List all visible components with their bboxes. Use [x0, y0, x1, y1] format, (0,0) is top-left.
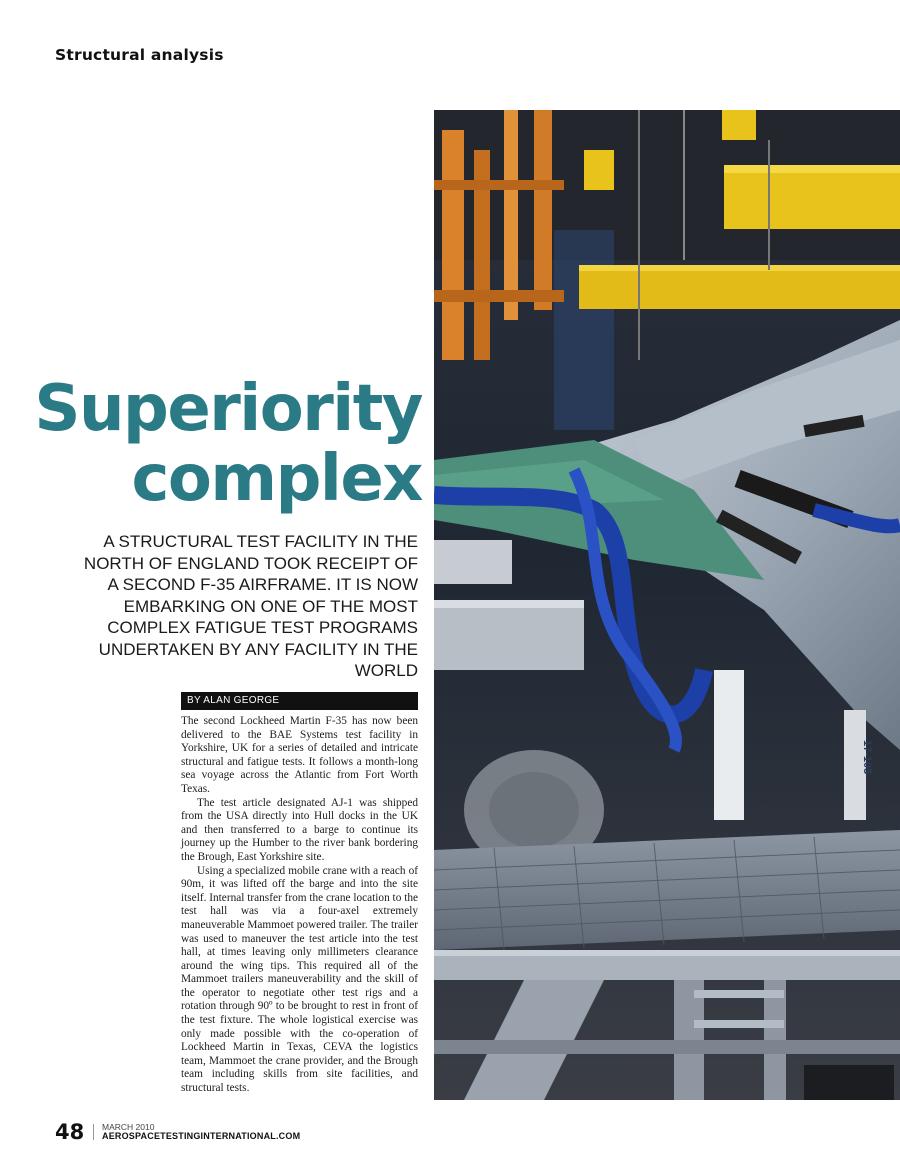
paragraph: Using a specialized mobile crane with a reach of 90m, it was lifted off the barge and into the site itself. Internal transfer from the crane location to the test hall was via a four-axel extremely maneuverable Mammoet powered trailer. The trailer was used to maneuver the test article into the test hall, at times leaving only millimeters clearance around the wing tips. This required all of the Mammoet trailers maneuverability and the skill of the operator to negotiate other test rigs and a rotation through 90º to be brought to rest in front of the test fixture. The whole logistical exercise was only made possible with the co-operation of Lockheed Martin in Texas, CEVA the logistics team, Mammoet the crane provider, and the Brough team including skills from site facilities, and structural tests.: [181, 864, 418, 1095]
paragraph: The second Lockheed Martin F-35 has now been delivered to the BAE Systems test facility in Yorkshire, UK for a series of detailed and intricate structural and fatigue tests. It follows a month-long sea voyage across the Atlantic from Fort Worth Texas.: [181, 715, 418, 795]
title-line-2: complex: [131, 442, 422, 516]
footer-divider: [93, 1124, 94, 1140]
standfirst: A STRUCTURAL TEST FACILITY IN THE NORTH OF ENGLAND TOOK RECEIPT OF A SECOND F-35 AIRFRAME. IT IS NOW EMBARKING ON ONE OF THE MOST COMPLEX FATIGUE TEST PROGRAMS UNDERTAKEN BY ANY FACILITY IN THE WORLD: [83, 532, 418, 680]
byline: BY ALAN GEORGE: [181, 692, 418, 710]
body-copy: [181, 715, 418, 1096]
section-label: Structural analysis: [55, 46, 224, 64]
paragraph: The test article designated AJ-1 was shipped from the USA directly into Hull docks in the UK and then transferred to a barge to continue its journey up the Humber to the river bank bordering the Brough, East Yorkshire site.: [181, 796, 418, 863]
airframe-label: 17-105: [861, 740, 873, 775]
website-url: AEROSPACETESTINGINTERNATIONAL.COM: [102, 1131, 301, 1141]
test-rig-photo: [434, 110, 900, 1100]
title-line-1: Superiority: [34, 372, 422, 446]
issue-date: MARCH 2010: [102, 1122, 155, 1132]
article-title: [2, 374, 422, 514]
page-number: 48: [55, 1120, 85, 1144]
